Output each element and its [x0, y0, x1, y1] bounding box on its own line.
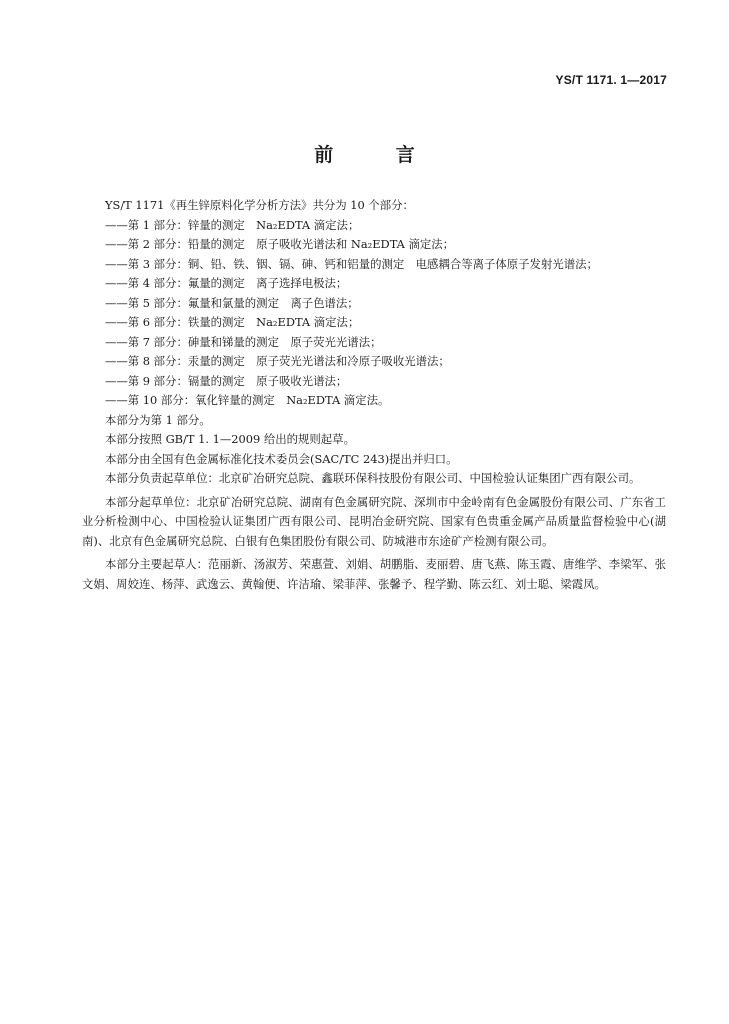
page-title: 前 言 [314, 144, 443, 166]
document-body [82, 196, 666, 594]
part-list-item-10: ——第 10 部分：氧化锌量的测定 Na₂EDTA 滴定法。 [105, 393, 390, 407]
intro-line: YS/T 1171《再生锌原料化学分析方法》共分为 10 个部分： [105, 198, 414, 212]
part-list-item-5: ——第 5 部分：氟量和氯量的测定 离子色谱法； [105, 295, 359, 310]
responsible-units-paragraph: 本部分负责起草单位：北京矿冶研究总院、鑫联环保科技股份有限公司、中国检验认证集团广西有限公司。 [105, 471, 641, 485]
drafting-units-paragraph: 本部分起草单位：北京矿冶研究总院、湖南有色金属研究院、深圳市中金岭南有色金属股份有限公司、广东省工业分析检测中心、中国检验认证集团广西有限公司、昆明冶金研究院、国家有色贵重金属产品质量监督检验中心(湖南)、北京有色金属研究总院、白银有色集团股份有限公司、防城港市东途矿产检测有限公司。 [82, 494, 666, 548]
drafting-rules-statement: 本部分按照 GB/T 1. 1—2009 给出的规则起草。 [105, 432, 355, 446]
part-list-item-6: ——第 6 部分：铁量的测定 Na₂EDTA 滴定法； [105, 315, 360, 329]
part-list-item-7: ——第 7 部分：砷量和锑量的测定 原子荧光光谱法； [105, 334, 382, 349]
part-list-item-4: ——第 4 部分：氟量的测定 离子选择电极法； [105, 276, 348, 290]
proposed-by-statement: 本部分由全国有色金属标准化技术委员会(SAC/TC 243)提出并归口。 [105, 451, 458, 466]
main-drafters-paragraph: 本部分主要起草人：范丽新、汤淑芳、荣惠萱、刘娟、胡鹏脂、麦丽碧、唐飞燕、陈玉霞、唐维学、李梁军、张文娟、周姣连、杨萍、武逸云、黄翰便、许洁瑜、梁菲萍、张馨予、程学勤、陈云红、刘士聪、梁霞凤。 [82, 557, 666, 591]
part-list-item-9: ——第 9 部分：镉量的测定 原子吸收光谱法； [105, 373, 348, 388]
standard-code: YS/T 1171. 1—2017 [555, 73, 667, 87]
this-part-statement: 本部分为第 1 部分。 [105, 412, 211, 427]
part-list-item-3: ——第 3 部分：铜、铅、铁、铟、镉、砷、钙和铝量的测定 电感耦合等离子体原子发射光谱法； [105, 256, 598, 271]
part-list-item-8: ——第 8 部分：汞量的测定 原子荧光光谱法和冷原子吸收光谱法； [105, 354, 450, 368]
part-list-item-1: ——第 1 部分：锌量的测定 Na₂EDTA 滴定法； [105, 217, 360, 232]
part-list-item-2: ——第 2 部分：铅量的测定 原子吸收光谱法和 Na₂EDTA 滴定法； [105, 237, 455, 251]
